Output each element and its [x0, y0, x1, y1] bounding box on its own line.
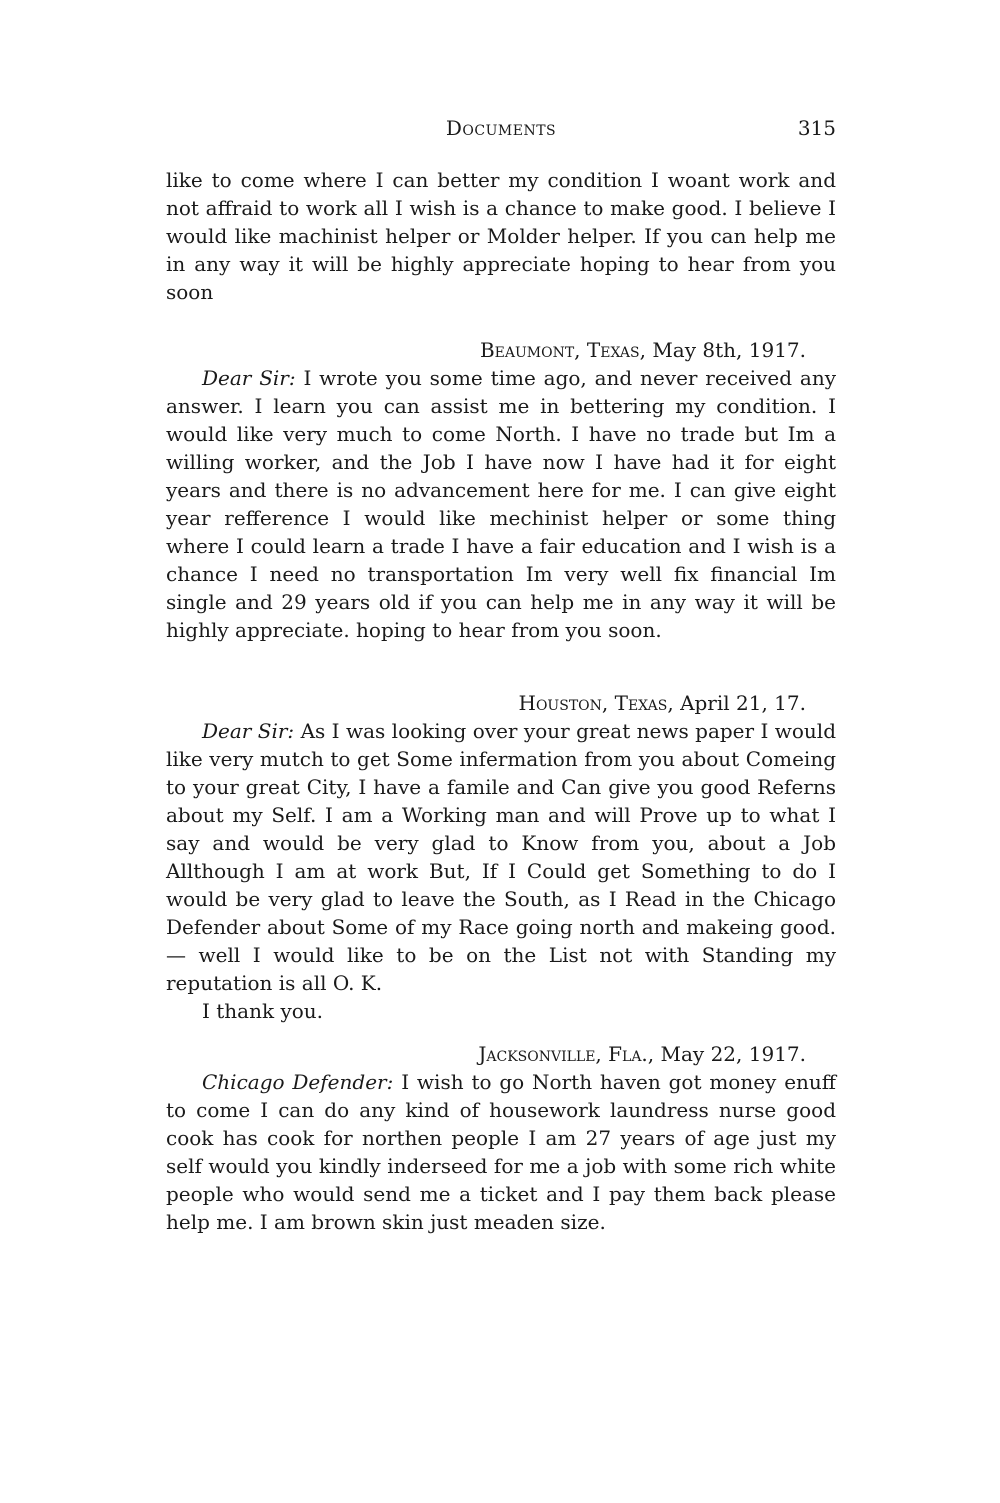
letter-date: May 8th, 1917. [652, 338, 806, 362]
letter-salutation: Dear Sir: [202, 366, 296, 390]
continuation-paragraph [166, 166, 836, 306]
letter-body-paragraph [166, 1068, 836, 1236]
page-number: 315 [797, 116, 836, 140]
page-header [166, 116, 836, 144]
letter-houston [166, 689, 836, 1025]
letter-beaumont [166, 336, 836, 644]
letter-dateline [166, 689, 836, 717]
letter-body-paragraph [166, 717, 836, 997]
letter-closing: I thank you. [202, 999, 324, 1023]
letter-body: I wish to go North haven got money enuff to come I can do any kind of housework laundress nurse good cook has cook for northen people I am 27 years of age just my self would you kindly inderseed for me a job with some rich white people who would send me a ticket and I pay them back please help me. I am brown skin just meaden size. [166, 1070, 837, 1234]
continuation-text: like to come where I can better my condition I woant work and not affraid to work all I wish is a chance to make good. I believe I would like machinist helper or Molder helper. If you can help me in any way it will be highly appreciate hoping to hear from you soon [166, 168, 836, 304]
letter-place: Jacksonville, Fla., [478, 1042, 655, 1066]
letter-place: Houston, Texas, [518, 691, 674, 715]
letter-date: April 21, 17. [680, 691, 806, 715]
letter-jacksonville [166, 1040, 836, 1236]
letter-salutation: Chicago Defender: [202, 1070, 394, 1094]
letter-body-paragraph [166, 364, 836, 644]
letter-salutation: Dear Sir: [202, 719, 295, 743]
letter-body: I wrote you some time ago, and never received any answer. I learn you can assist me in bettering my condition. I would like very much to come North. I have no trade but Im a willing worker, and the Job I have now I have had it for eight years and there is no advancement here for me. I can give eight year refference I would like mechinist helper or some thing where I could learn a trade I have a fair education and I wish is a chance I need no transportation Im very well fix financial Im single and 29 years old if you can help me in any way it will be highly appreciate. hoping to hear from you soon. [166, 366, 837, 642]
letter-dateline [166, 1040, 836, 1068]
letter-body: As I was looking over your great news paper I would like very mutch to get Some infermation from you about Comeing to your great City, I have a famile and Can give you good Referns about my Self. I am a Working man and will Prove up to what I say and would be very glad to Know from you, about a Job Allthough I am at work But, If I Could get Something to do I would be very glad to leave the South, as I Read in the Chicago Defender about Some of my Race going north and makeing good.— well I would like to be on the List not with Standing my reputation is all O. K. [166, 719, 837, 995]
letter-place: Beaumont, Texas, [479, 338, 646, 362]
letter-date: May 22, 1917. [660, 1042, 806, 1066]
running-head: Documents [445, 116, 557, 140]
letter-dateline [166, 336, 836, 364]
